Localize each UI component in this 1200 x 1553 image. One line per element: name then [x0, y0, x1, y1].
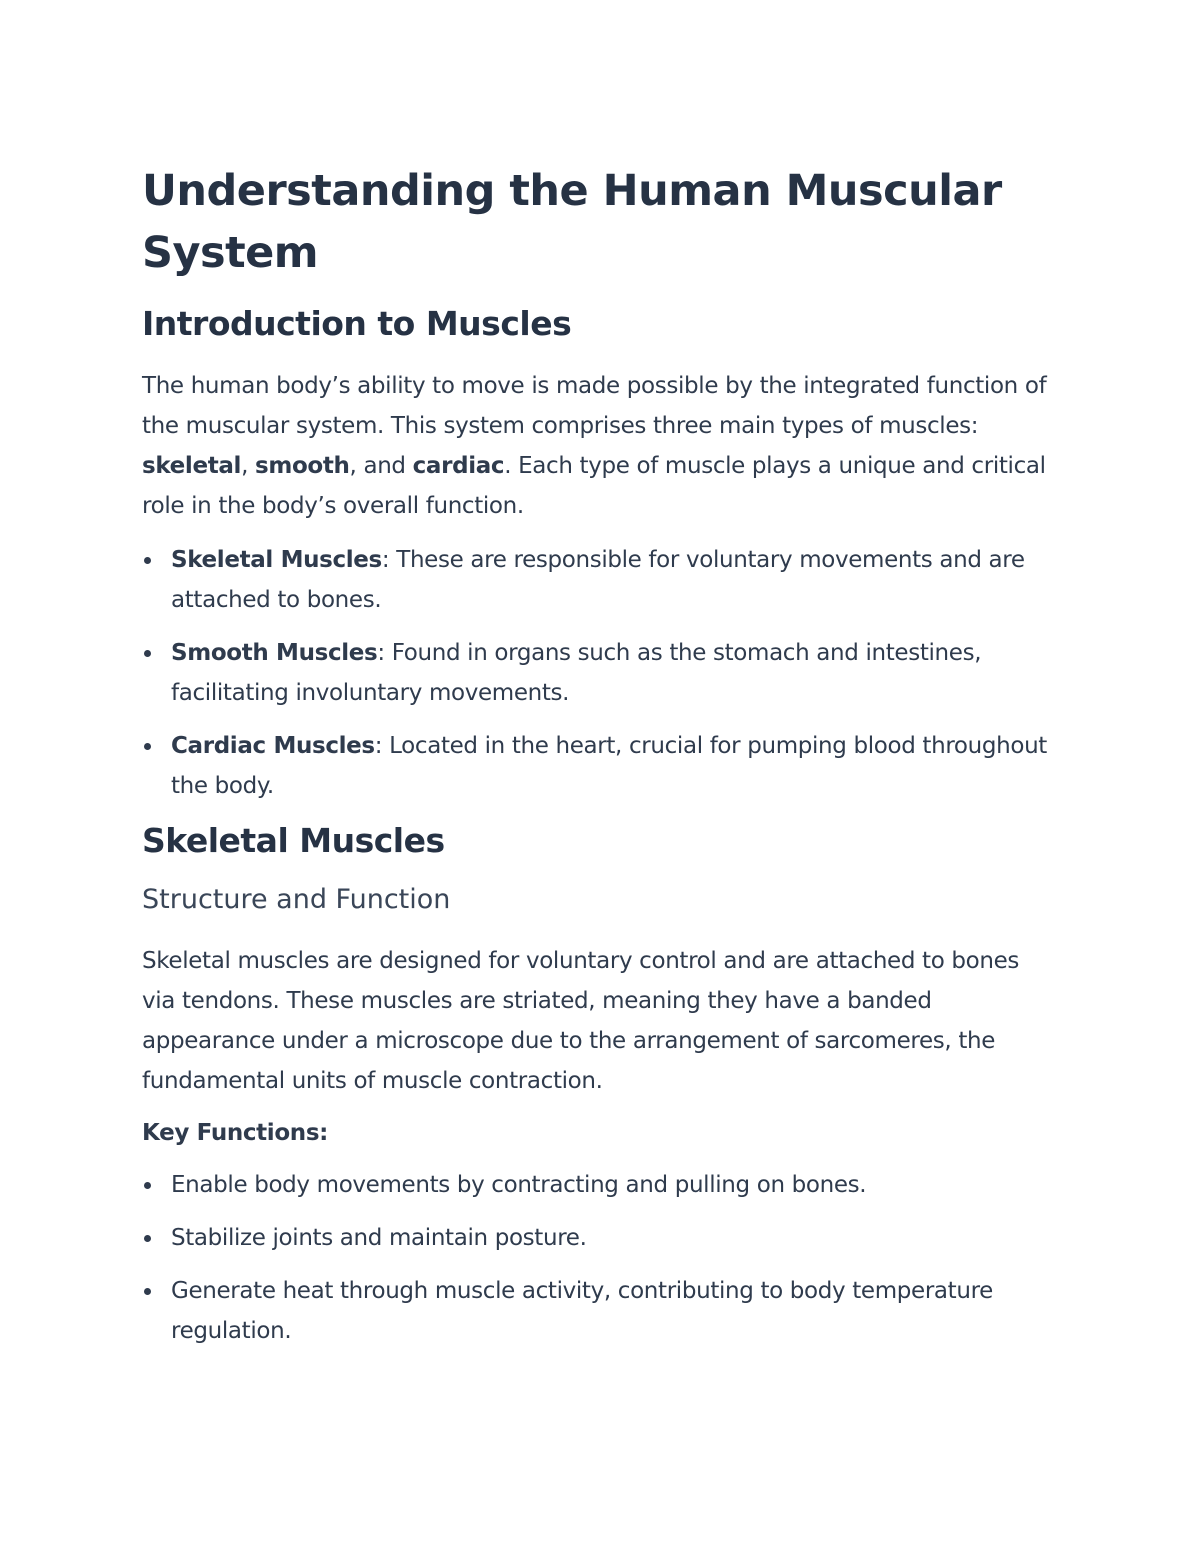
document-page [142, 160, 1054, 1364]
subheading-structure-and-function: Structure and Function [142, 884, 451, 915]
key-functions-list [142, 1165, 1054, 1351]
intro-term-cardiac: cardiac [412, 453, 505, 479]
list-item-cardiac-muscles [142, 726, 1054, 806]
section-heading-skeletal-muscles: Skeletal Muscles [142, 821, 445, 860]
intro-term-skeletal: skeletal [142, 453, 242, 479]
key-functions-label: Key Functions: [142, 1120, 329, 1146]
list-item-term: Cardiac Muscles [171, 733, 375, 759]
intro-separator-1: , [241, 453, 255, 479]
structure-paragraph: Skeletal muscles are designed for voluntary control and are attached to bones via tendons. These muscles are striated, meaning they have a banded appearance under a microscope due to the arrangement of sarcomeres, the fundamental units of muscle contraction. [142, 948, 1020, 1094]
list-item-text: : Located in the heart, crucial for pumping blood throughout the body. [171, 733, 1047, 799]
list-item-smooth-muscles [142, 633, 1054, 713]
list-item-function: Stabilize joints and maintain posture. [142, 1218, 1054, 1258]
list-item-function: Generate heat through muscle activity, contributing to body temperature regulation. [142, 1271, 1054, 1351]
page-title: Understanding the Human Muscular System [142, 166, 1002, 278]
intro-text-after: . Each type of muscle plays a unique and critical role in the body’s overall function. [142, 453, 1046, 519]
section-heading-introduction: Introduction to Muscles [142, 304, 572, 343]
intro-paragraph [142, 366, 1054, 526]
intro-term-smooth: smooth [255, 453, 350, 479]
list-item-text: : Found in organs such as the stomach and intestines, facilitating involuntary movements. [171, 640, 982, 706]
list-item-text: : These are responsible for voluntary movements and are attached to bones. [171, 547, 1025, 613]
list-item-term: Skeletal Muscles [171, 547, 382, 573]
list-item-term: Smooth Muscles [171, 640, 378, 666]
intro-text-before: The human body’s ability to move is made possible by the integrated function of the muscular system. This system comprises three main types of muscles: [142, 373, 1047, 439]
muscle-types-list [142, 540, 1054, 806]
list-item-function: Enable body movements by contracting and pulling on bones. [142, 1165, 1054, 1205]
intro-separator-2: , and [349, 453, 413, 479]
list-item-skeletal-muscles [142, 540, 1054, 620]
